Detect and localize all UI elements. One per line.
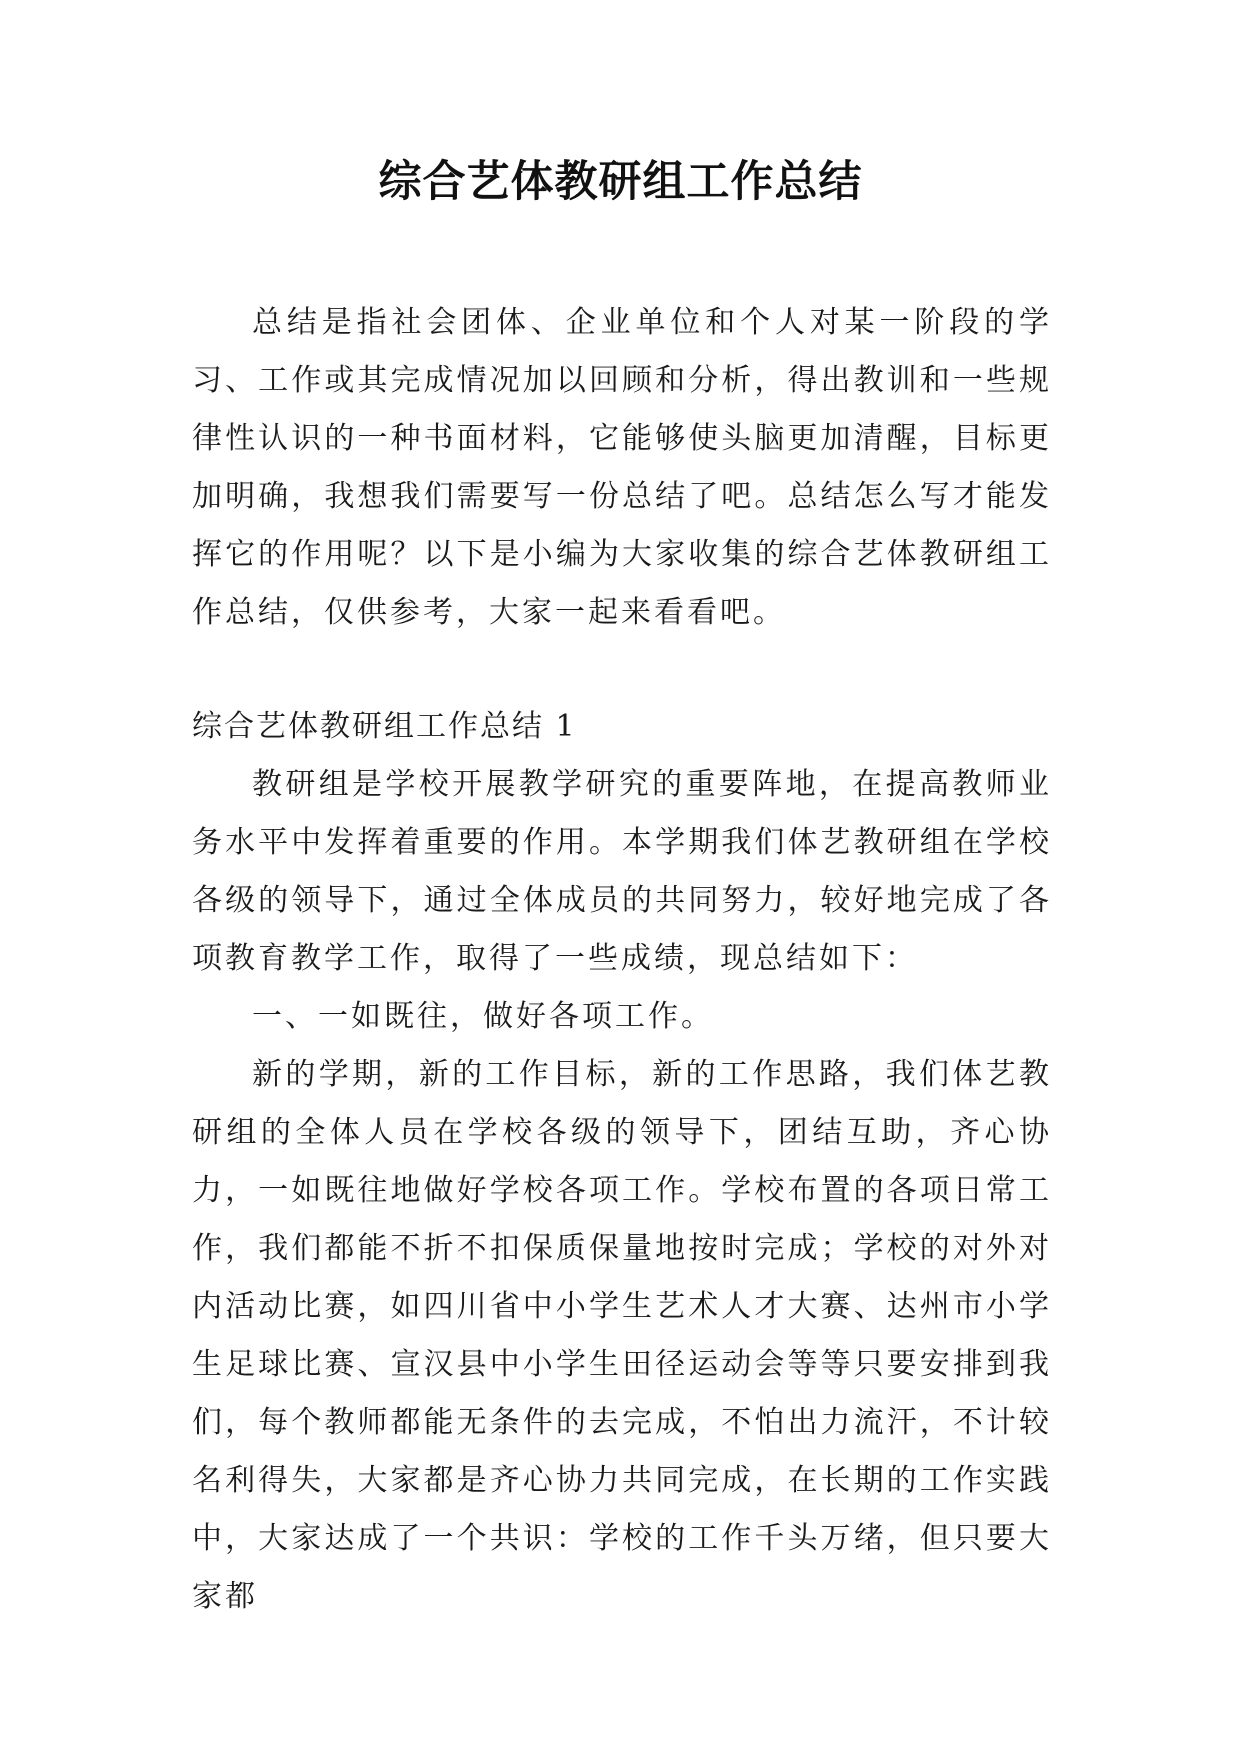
body-paragraph: 新的学期，新的工作目标，新的工作思路，我们体艺教研组的全体人员在学校各级的领导下，团结互助，齐心协力，一如既往地做好学校各项工作。学校布置的各项日常工作，我们都能不折不扣保质保量地按时完成；学校的对外对内活动比赛，如四川省中小学生艺术人才大赛、达州市小学生足球比赛、宣汉县中小学生田径运动会等等只要安排到我们，每个教师都能无条件的去完成，不怕出力流汗，不计较名利得失，大家都是齐心协力共同完成，在长期的工作实践中，大家达成了一个共识：学校的工作千头万绪，但只要大家都 xyxy=(192,1057,1052,1614)
section-heading: 综合艺体教研组工作总结 1 xyxy=(192,709,577,744)
section-block xyxy=(192,698,1052,1626)
body-paragraph: 教研组是学校开展教学研究的重要阵地，在提高教师业务水平中发挥着重要的作用。本学期我们体艺教研组在学校各级的领导下，通过全体成员的共同努力，较好地完成了各项教育教学工作，取得了一些成绩，现总结如下： xyxy=(192,767,1052,976)
intro-block xyxy=(192,294,1052,642)
body-paragraph: 一、一如既往，做好各项工作。 xyxy=(252,999,714,1034)
intro-paragraph: 总结是指社会团体、企业单位和个人对某一阶段的学习、工作或其完成情况加以回顾和分析，得出教训和一些规律性认识的一种书面材料，它能够使头脑更加清醒，目标更加明确，我想我们需要写一份总结了吧。总结怎么写才能发挥它的作用呢？以下是小编为大家收集的综合艺体教研组工作总结，仅供参考，大家一起来看看吧。 xyxy=(192,305,1052,630)
document-title: 综合艺体教研组工作总结 xyxy=(378,157,863,207)
